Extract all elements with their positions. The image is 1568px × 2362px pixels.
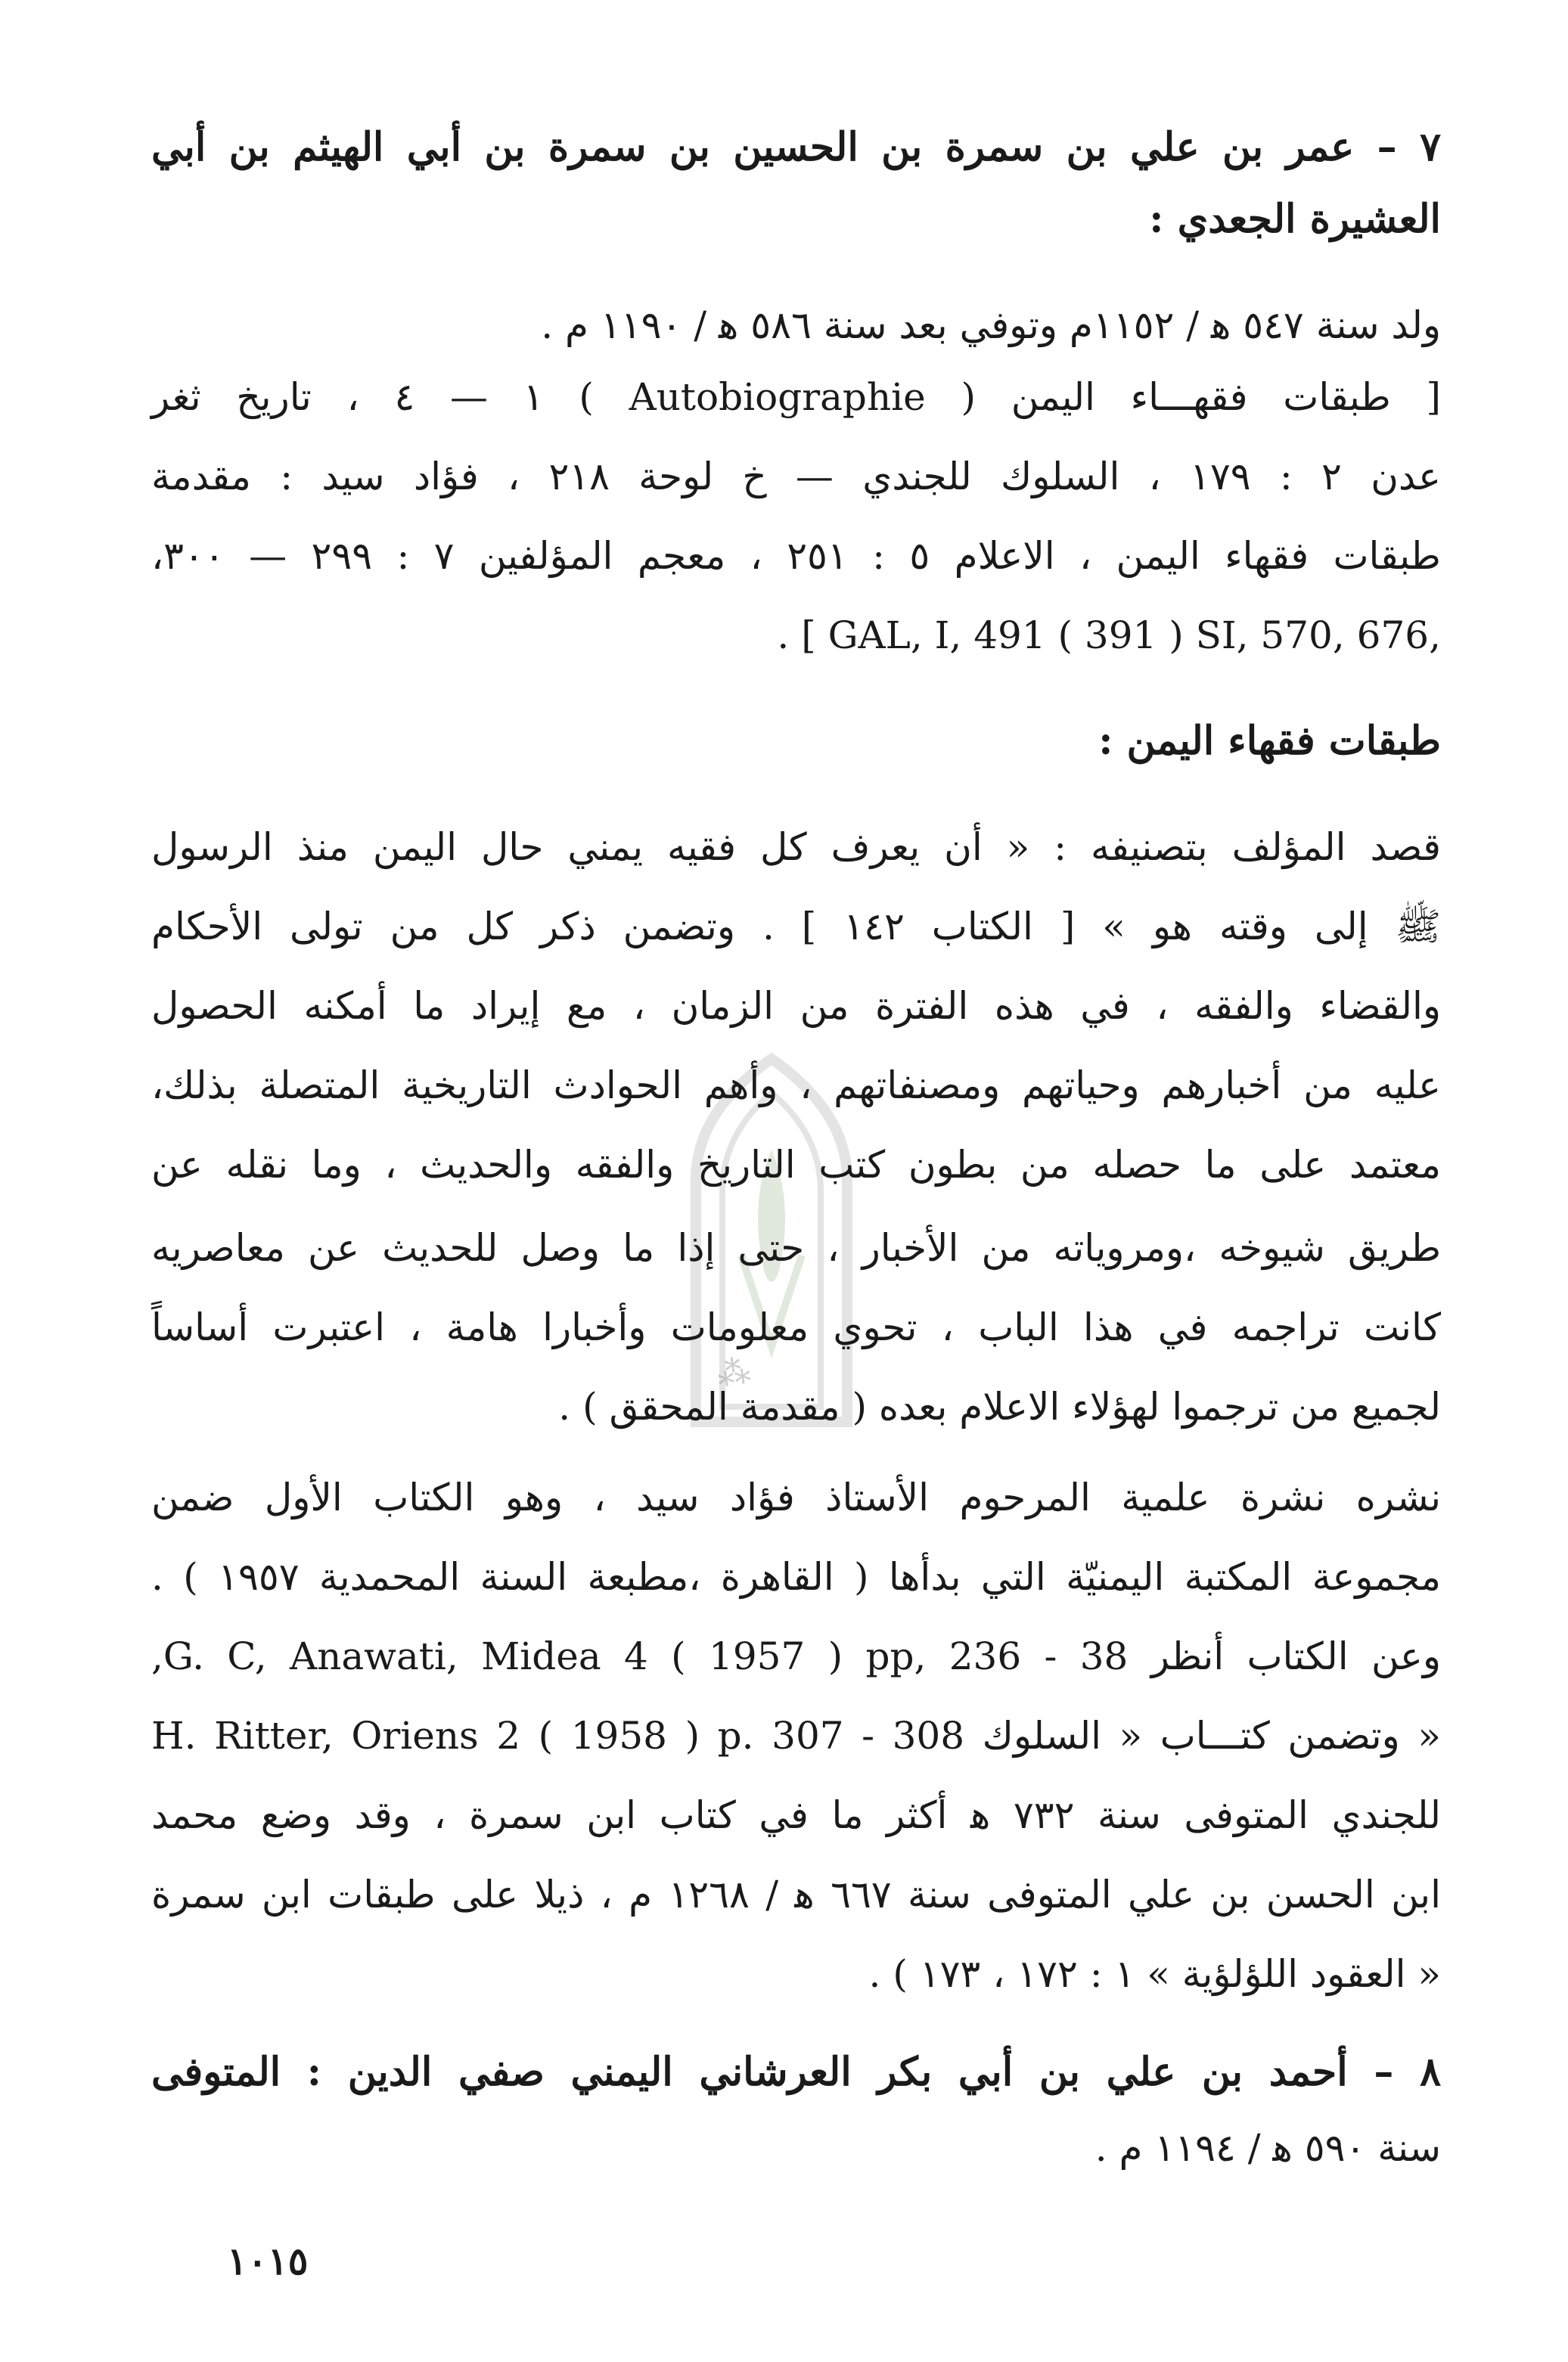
paragraph2-line7: « العقود اللؤلؤية » ١ : ١٧٢ ، ١٧٣ ) .: [868, 1952, 1441, 1996]
paragraph1-line4: عليه من أخبارهم وحياتهم ومصنفاتهم ، وأهم الحوادث التاريخية المتصلة بذلك،: [151, 1063, 1441, 1107]
paragraph2-line3: وعن الكتاب أنظر G. C, Anawati, Midea 4 ( 1957 ) pp, 236 - 38,: [151, 1634, 1441, 1678]
paragraph1-line7: كانت تراجمه في هذا الباب ، تحوي معلومات وأخبارا هامة ، اعتبرت أساساً: [151, 1305, 1441, 1349]
paragraph2-line5: للجندي المتوفى سنة ٧٣٢ ﻫ أكثر ما في كتاب ابن سمرة ، وقد وضع محمد: [151, 1793, 1441, 1837]
work-title: طبقات فقهاء اليمن :: [1098, 718, 1441, 764]
entry7-birth-death: ولد سنة ٥٤٧ ﻫ / ١١٥٢م وتوفي بعد سنة ٥٨٦ ﻫ / ١١٩٠ م .: [541, 303, 1441, 347]
entry7-heading-line1: ٧ – عمر بن علي بن سمرة بن الحسين بن سمرة بن أبي الهيثم بن أبي: [151, 124, 1441, 170]
page-number: ١٠١٥: [227, 2239, 309, 2283]
entry7-ref-line4: . [ GAL, I, 491 ( 391 ) SI, 570, 676,: [777, 613, 1441, 657]
paragraph1-line8: لجميع من ترجموا لهؤلاء الاعلام بعده ( مقدمة المحقق ) .: [558, 1385, 1441, 1429]
paragraph2-line1: نشره نشرة علمية المرحوم الأستاذ فؤاد سيد ، وهو الكتاب الأول ضمن: [151, 1476, 1441, 1519]
paragraph1-line2: ﷺ إلى وقته هو » [ الكتاب ١٤٢ ] . وتضمن ذكر كل من تولى الأحكام: [151, 905, 1441, 948]
entry8-heading-line1: ٨ – أحمد بن علي بن أبي بكر العرشاني اليمني صفي الدين : المتوفى: [151, 2049, 1441, 2095]
entry7-ref-line3: طبقات فقهاء اليمن ، الاعلام ٥ : ٢٥١ ، معجم المؤلفين ٧ : ٢٩٩ — ٣٠٠،: [151, 534, 1441, 578]
paragraph1-line1: قصد المؤلف بتصنيفه : « أن يعرف كل فقيه يمني حال اليمن منذ الرسول: [151, 825, 1441, 869]
paragraph2-line4: H. Ritter, Oriens 2 ( 1958 ) p. 307 - 308 وتضمن كتـــاب « السلوك »: [151, 1714, 1441, 1758]
entry7-ref-line2: عدن ٢ : ١٧٩ ، السلوك للجندي — خ لوحة ٢١٨ ، فؤاد سيد : مقدمة: [151, 455, 1441, 498]
paragraph2-line2: مجموعة المكتبة اليمنيّة التي بدأها ( القاهرة ،مطبعة السنة المحمدية ١٩٥٧ ) .: [151, 1555, 1442, 1599]
entry8-heading-line2: سنة ٥٩٠ ﻫ / ١١٩٤ م .: [1094, 2126, 1441, 2170]
entry7-ref-line1: [ طبقات فقهـــاء اليمن ( Autobiographie ) ١ — ٤ ، تاريخ ثغر: [151, 375, 1441, 419]
paragraph2-line6: ابن الحسن بن علي المتوفى سنة ٦٦٧ ﻫ / ١٢٦٨ م ، ذيلا على طبقات ابن سمرة: [151, 1873, 1441, 1917]
paragraph1-line3: والقضاء والفقه ، في هذه الفترة من الزمان ، مع إيراد ما أمكنه الحصول: [151, 984, 1441, 1028]
seal-watermark-inscription: ⁂: [714, 1352, 753, 1395]
paragraph1-line5: معتمد على ما حصله من بطون كتب التاريخ والفقه والحديث ، وما نقله عن: [151, 1143, 1441, 1187]
entry7-heading-line2: العشيرة الجعدي :: [1149, 196, 1441, 242]
paragraph1-line6: طريق شيوخه ،ومروياته من الأخبار ، حتى إذا ما وصل للحديث عن معاصريه: [151, 1226, 1441, 1270]
